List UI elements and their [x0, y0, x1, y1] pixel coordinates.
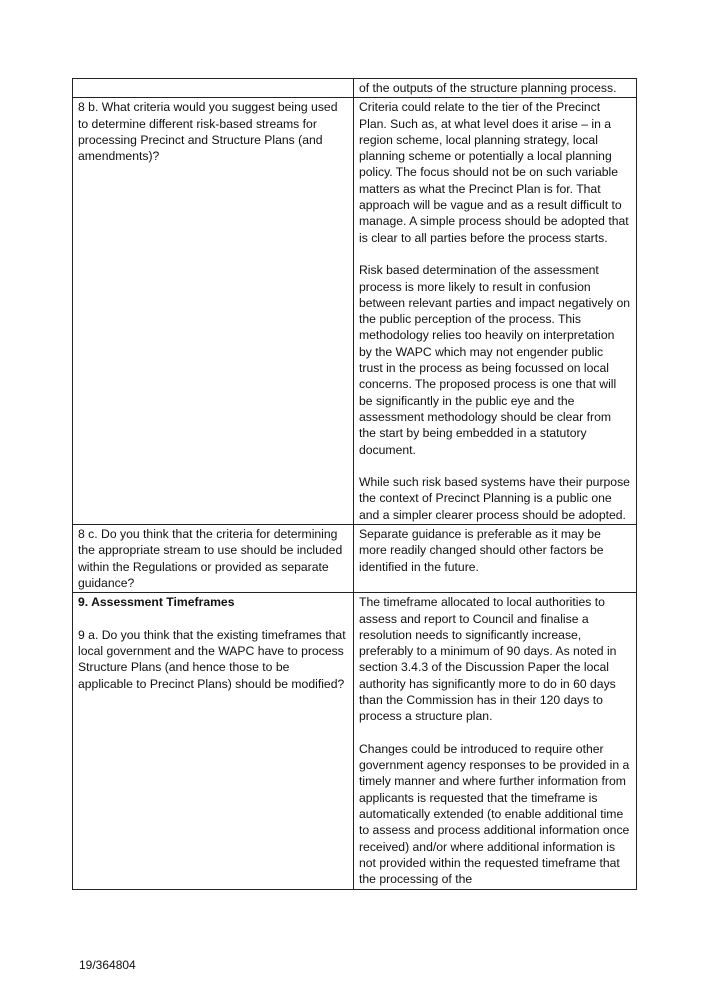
question-cell [73, 98, 354, 525]
table-row [73, 79, 637, 98]
question-text: 9 a. Do you think that the existing timeframes that local government and the WAPC have to process Structure Plans (and hence those to be applicable to Precinct Plans) should be modified? [78, 627, 346, 691]
answer-paragraph: Changes could be introduced to require other government agency responses to be provided in a timely manner and where further information from applicants is requested that the timeframe is automatically extended (to enable additional time to assess and process additional information once received) and/or where additional information is not provided within the requested timeframe that the processing of the [359, 741, 630, 887]
answer-paragraph: Risk based determination of the assessment process is more likely to result in confusion between relevant parties and impact negatively on the public perception of the process. This methodology relies too heavily on interpretation by the WAPC which may not engender public trust in the process as being focussed on local concerns. The proposed process is one that will be significantly in the public eye and the assessment methodology should be clear from the start by being embedded in a statutory document. [359, 263, 630, 457]
answer-cell [354, 79, 637, 98]
answer-cell [354, 98, 637, 525]
answer-cell [354, 525, 637, 593]
question-text: 8 b. What criteria would you suggest being used to determine different risk-based streams for processing Precinct and Structure Plans (and amendments)? [78, 100, 338, 164]
answer-cell [354, 593, 637, 889]
answer-paragraph: Separate guidance is preferable as it may be more readily changed should other factors be identified in the future. [359, 527, 604, 574]
document-reference-footer: 19/364804 [79, 958, 136, 972]
consultation-response-table [72, 78, 637, 890]
table-row [73, 593, 637, 889]
answer-paragraph: While such risk based systems have their purpose the context of Precinct Planning is a public one and a simpler clearer process should be adopted. [359, 475, 630, 522]
answer-paragraph: of the outputs of the structure planning process. [359, 81, 617, 95]
question-cell [73, 525, 354, 593]
section-heading: 9. Assessment Timeframes [78, 595, 235, 610]
answer-paragraph: The timeframe allocated to local authorities to assess and report to Council and finalise a resolution needs to significantly increase, preferably to a minimum of 90 days. As noted in section 3.4.3 of the Discussion Paper the local authority has significantly more to do in 60 days than the Commission has in their 120 days to process a structure plan. [359, 595, 617, 724]
table-row [73, 98, 637, 525]
table-row [73, 525, 637, 593]
answer-paragraph: Criteria could relate to the tier of the Precinct Plan. Such as, at what level does it arise – in a region scheme, local planning strategy, local planning scheme or potentially a local planning policy. The focus should not be on such variable matters as what the Precinct Plan is for. That approach will be vague and as a result difficult to manage. A simple process should be adopted that is clear to all parties before the process starts. [359, 100, 629, 245]
question-cell [73, 79, 354, 98]
question-cell [73, 593, 354, 889]
question-text: 8 c. Do you think that the criteria for determining the appropriate stream to use should be included within the Regulations or provided as separate guidance? [78, 527, 343, 590]
